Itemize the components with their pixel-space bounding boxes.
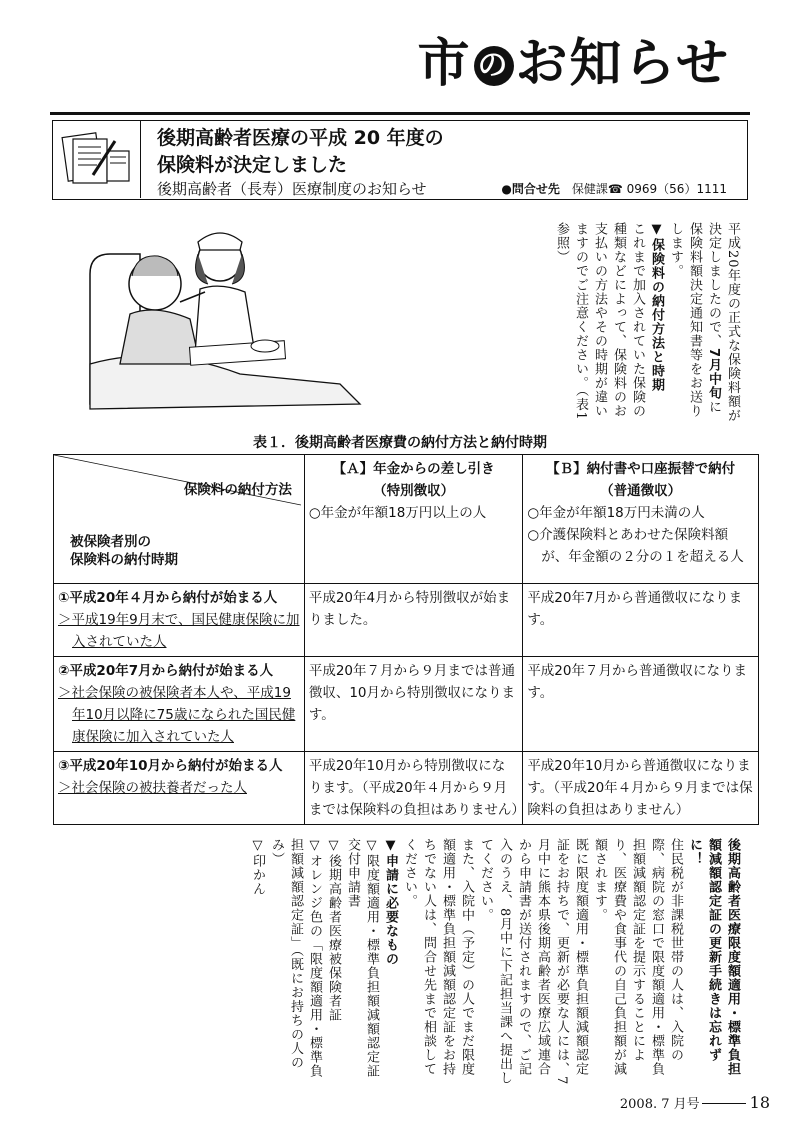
documents-icon xyxy=(53,121,141,198)
table-corner-cell: 保険料の納付方法 被保険者別の 保険料の納付時期 xyxy=(54,455,305,584)
row-cell-a: 平成20年4月から特別徴収が始まりました。 xyxy=(304,584,522,657)
issue-label: 2008. 7 月号 xyxy=(619,1097,700,1112)
row-label: ①平成20年４月から納付が始まる人 ＞平成19年9月末で、国民健康保険に加入されていた人 xyxy=(54,584,305,657)
row-cell-b: 平成20年10月から普通徴収になります。（平成20年４月から９月までは保険料の負担はありません） xyxy=(523,752,759,825)
table-row xyxy=(54,657,759,752)
row-label: ②平成20年7月から納付が始まる人 ＞社会保険の被保険者本人や、平成19年10月以降に75歳になられた国民健康保険に加入されていた人 xyxy=(54,657,305,752)
masthead-rule xyxy=(50,112,750,115)
table-row xyxy=(54,752,759,825)
masthead-title: 市 の お知らせ xyxy=(417,34,730,94)
page-footer xyxy=(620,1093,770,1112)
article-header xyxy=(52,120,748,200)
row-label: ③平成20年10月から納付が始まる人 ＞社会保険の被扶養者だった人 xyxy=(54,752,305,825)
table-row xyxy=(54,584,759,657)
renewal-notice-text: 後期高齢者医療限度額適用・標準負担額減額認定証の更新手続きは忘れずに！ 住民税が非課税世帯の人は、入院の際、病院の窓口で限度額適用・標準負担額減額認定証を提示することにより、医療費や食事代の自己負担額が減額されます。 既に限度額適用・標準負担額減額認定証をお持ちで、更新が必要な人には、7月中に熊本県後期高齢者医療広域連合から申請書が送付されますので、ご記入のうえ、8月中に下記担当課へ提出してください。 また、入院中（予定）の人でまだ限度額適用・標準負担額減額認定証をお持ちでない人は、問合せ先まで相談してください。 ▼申請に必要なもの ▽限度額適用・標準負担額減額認定証交付申請書 ▽後期高齢者医療被保険者証 ▽オレンジ色の「限度額適用・標準負担額減額認定証」（既にお持ちの人のみ） ▽印かん xyxy=(250,838,740,1086)
illustration-caregiver-feeding-elder xyxy=(80,214,370,418)
contact-info: ●問合せ先 保健課☎ 0969（56）1111 xyxy=(501,182,727,196)
column-a-header: 【Ａ】年金からの差し引き （特別徴収） ○年金が年額18万円以上の人 xyxy=(304,455,522,584)
row-cell-a: 平成20年７月から９月までは普通徴収、10月から特別徴収になります。 xyxy=(304,657,522,752)
row-cell-a: 平成20年10月から特別徴収になります。（平成20年４月から９月までは保険料の負担はありません） xyxy=(304,752,522,825)
intro-text: 平成20年度の正式な保険料額が決定しましたので、7月中旬に保険料額決定通知書等をお送りします。 ▼保険料の納付方法と時期 これまで加入されていた保険の種類などによって、保険料のお支払いの方法やその時期が違いますのでご注意ください。（表1参照） xyxy=(554,222,740,423)
table-header-row xyxy=(54,455,759,584)
page-number: 18 xyxy=(749,1093,770,1112)
article-subtitle: 後期高齢者（長寿）医療制度のお知らせ xyxy=(157,180,427,198)
payment-table xyxy=(53,454,759,825)
masthead-circle: の xyxy=(474,46,514,86)
row-cell-b: 平成20年7月から普通徴収になります。 xyxy=(523,584,759,657)
row-cell-b: 平成20年７月から普通徴収になります。 xyxy=(523,657,759,752)
column-b-header: 【Ｂ】納付書や口座振替で納付 （普通徴収） ○年金が年額18万円未満の人 ○介護保険料とあわせた保険料額が、年金額の２分の１を超える人 xyxy=(523,455,759,584)
article-title: 後期高齢者医療の平成 20 年度の 保険料が決定しました xyxy=(157,127,444,176)
table-caption: 表１．後期高齢者医療費の納付方法と納付時期 xyxy=(253,435,547,451)
